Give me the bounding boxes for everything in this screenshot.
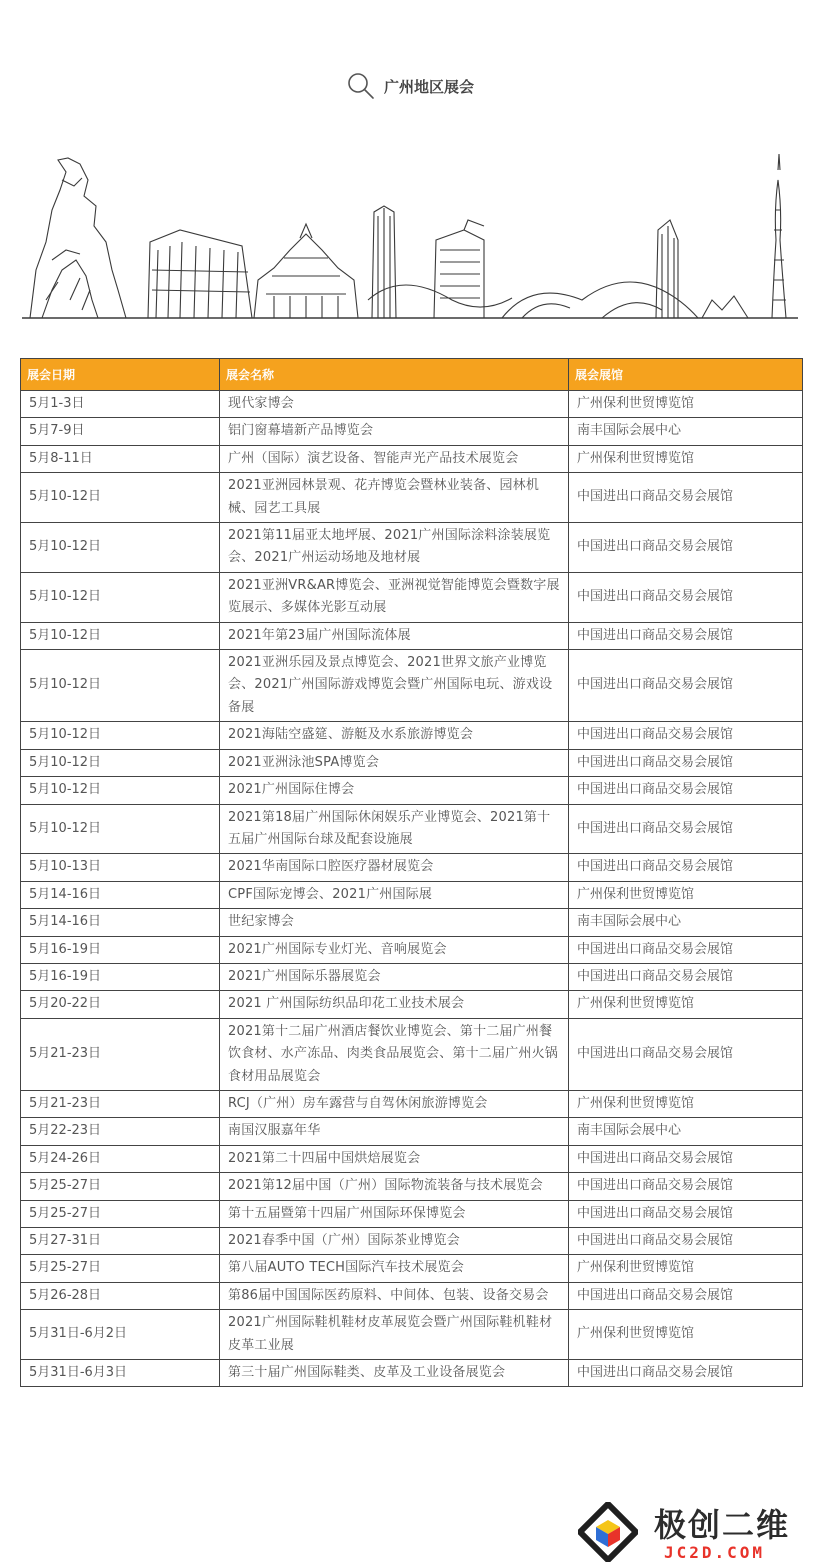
cell-name: 广州（国际）演艺设备、智能声光产品技术展览会 — [220, 445, 569, 472]
cell-name: 2021春季中国（广州）国际茶业博览会 — [220, 1228, 569, 1255]
table-row — [21, 1255, 803, 1282]
table-row — [21, 1282, 803, 1309]
cell-name: 2021第11届亚太地坪展、2021广州国际涂料涂装展览会、2021广州运动场地及地材展 — [220, 523, 569, 573]
cell-date: 5月22-23日 — [21, 1118, 220, 1145]
cell-name: 南国汉服嘉年华 — [220, 1118, 569, 1145]
cell-name: 2021广州国际鞋机鞋材皮革展览会暨广州国际鞋机鞋材皮革工业展 — [220, 1310, 569, 1360]
cell-name: 第三十届广州国际鞋类、皮革及工业设备展览会 — [220, 1360, 569, 1387]
cell-venue: 中国进出口商品交易会展馆 — [569, 1228, 803, 1255]
cell-date: 5月10-12日 — [21, 650, 220, 722]
table-row — [21, 1310, 803, 1360]
cell-date: 5月10-12日 — [21, 749, 220, 776]
cell-venue: 广州保利世贸博览馆 — [569, 1310, 803, 1360]
cell-venue: 广州保利世贸博览馆 — [569, 391, 803, 418]
table-row — [21, 391, 803, 418]
table-row — [21, 936, 803, 963]
page-title: 广州地区展会 — [383, 77, 474, 96]
cell-name: 2021亚洲园林景观、花卉博览会暨林业装备、园林机械、园艺工具展 — [220, 473, 569, 523]
cell-name: 2021 广州国际纺织品印花工业技术展会 — [220, 991, 569, 1018]
brand-watermark — [568, 1490, 820, 1567]
table-row — [21, 572, 803, 622]
cell-name: 第十五届暨第十四届广州国际环保博览会 — [220, 1200, 569, 1227]
table-row — [21, 473, 803, 523]
cell-name: 2021第18届广州国际休闲娱乐产业博览会、2021第十五届广州国际台球及配套设施展 — [220, 804, 569, 854]
table-row — [21, 1173, 803, 1200]
cell-name: 铝门窗幕墙新产品博览会 — [220, 418, 569, 445]
cell-date: 5月16-19日 — [21, 936, 220, 963]
cell-date: 5月27-31日 — [21, 1228, 220, 1255]
table-row — [21, 650, 803, 722]
cell-venue: 中国进出口商品交易会展馆 — [569, 572, 803, 622]
cell-venue: 广州保利世贸博览馆 — [569, 991, 803, 1018]
cell-venue: 中国进出口商品交易会展馆 — [569, 1145, 803, 1172]
table-row — [21, 1360, 803, 1387]
cell-venue: 中国进出口商品交易会展馆 — [569, 473, 803, 523]
exhibition-table-container — [20, 358, 802, 1387]
column-header-venue: 展会展馆 — [569, 359, 803, 391]
cell-date: 5月14-16日 — [21, 881, 220, 908]
table-row — [21, 445, 803, 472]
cell-date: 5月10-12日 — [21, 804, 220, 854]
cell-date: 5月1-3日 — [21, 391, 220, 418]
cell-name: 2021第二十四届中国烘焙展览会 — [220, 1145, 569, 1172]
cell-name: 2021海陆空盛筵、游艇及水系旅游博览会 — [220, 722, 569, 749]
table-row — [21, 804, 803, 854]
cell-name: 2021第12届中国（广州）国际物流装备与技术展览会 — [220, 1173, 569, 1200]
cell-date: 5月31日-6月2日 — [21, 1310, 220, 1360]
cell-venue: 中国进出口商品交易会展馆 — [569, 1282, 803, 1309]
cell-date: 5月31日-6月3日 — [21, 1360, 220, 1387]
table-body — [21, 391, 803, 1387]
table-row — [21, 963, 803, 990]
column-header-name: 展会名称 — [220, 359, 569, 391]
cell-date: 5月24-26日 — [21, 1145, 220, 1172]
cell-venue: 南丰国际会展中心 — [569, 909, 803, 936]
cell-name: CPF国际宠博会、2021广州国际展 — [220, 881, 569, 908]
cell-date: 5月21-23日 — [21, 1018, 220, 1090]
table-row — [21, 749, 803, 776]
table-row — [21, 1090, 803, 1117]
table-row — [21, 777, 803, 804]
cell-name: 2021年第23届广州国际流体展 — [220, 622, 569, 649]
table-row — [21, 1118, 803, 1145]
table-row — [21, 991, 803, 1018]
table-row — [21, 722, 803, 749]
cell-venue: 中国进出口商品交易会展馆 — [569, 622, 803, 649]
cell-venue: 中国进出口商品交易会展馆 — [569, 523, 803, 573]
cell-venue: 中国进出口商品交易会展馆 — [569, 722, 803, 749]
cell-date: 5月16-19日 — [21, 963, 220, 990]
table-row — [21, 418, 803, 445]
table-row — [21, 523, 803, 573]
table-row — [21, 622, 803, 649]
table-header-row — [21, 359, 803, 391]
cell-date: 5月7-9日 — [21, 418, 220, 445]
cell-venue: 中国进出口商品交易会展馆 — [569, 1200, 803, 1227]
cell-date: 5月10-12日 — [21, 777, 220, 804]
cell-venue: 中国进出口商品交易会展馆 — [569, 650, 803, 722]
cell-date: 5月21-23日 — [21, 1090, 220, 1117]
cell-name: 2021亚洲VR&AR博览会、亚洲视觉智能博览会暨数字展览展示、多媒体光影互动展 — [220, 572, 569, 622]
cell-date: 5月8-11日 — [21, 445, 220, 472]
cell-venue: 中国进出口商品交易会展馆 — [569, 1018, 803, 1090]
cell-date: 5月10-12日 — [21, 722, 220, 749]
cell-date: 5月14-16日 — [21, 909, 220, 936]
cell-date: 5月25-27日 — [21, 1200, 220, 1227]
table-row — [21, 1145, 803, 1172]
cell-name: 2021亚洲乐园及景点博览会、2021世界文旅产业博览会、2021广州国际游戏博览会暨广州国际电玩、游戏设备展 — [220, 650, 569, 722]
brand-name: 极创二维 — [654, 1506, 791, 1544]
table-row — [21, 909, 803, 936]
cell-venue: 南丰国际会展中心 — [569, 418, 803, 445]
cell-name: 第八届AUTO TECH国际汽车技术展览会 — [220, 1255, 569, 1282]
cell-name: 2021亚洲泳池SPA博览会 — [220, 749, 569, 776]
column-header-date: 展会日期 — [21, 359, 220, 391]
exhibition-table — [20, 358, 803, 1387]
cell-venue: 广州保利世贸博览馆 — [569, 1090, 803, 1117]
cell-name: RCJ（广州）房车露营与自驾休闲旅游博览会 — [220, 1090, 569, 1117]
cell-name: 现代家博会 — [220, 391, 569, 418]
cell-venue: 广州保利世贸博览馆 — [569, 881, 803, 908]
cell-venue: 中国进出口商品交易会展馆 — [569, 936, 803, 963]
table-row — [21, 1228, 803, 1255]
cell-name: 2021第十二届广州酒店餐饮业博览会、第十二届广州餐饮食材、水产冻品、肉类食品展览会、第十二届广州火锅食材用品展览会 — [220, 1018, 569, 1090]
cell-date: 5月10-12日 — [21, 572, 220, 622]
cell-date: 5月20-22日 — [21, 991, 220, 1018]
cell-venue: 中国进出口商品交易会展馆 — [569, 1360, 803, 1387]
cell-date: 5月10-13日 — [21, 854, 220, 881]
cell-date: 5月10-12日 — [21, 523, 220, 573]
search-icon — [346, 71, 376, 101]
cell-venue: 中国进出口商品交易会展馆 — [569, 854, 803, 881]
table-row — [21, 881, 803, 908]
cell-name: 第86届中国国际医药原料、中间体、包装、设备交易会 — [220, 1282, 569, 1309]
cell-date: 5月25-27日 — [21, 1173, 220, 1200]
guangzhou-skyline-illustration — [22, 150, 798, 325]
cell-name: 2021广州国际专业灯光、音响展览会 — [220, 936, 569, 963]
cube-logo-icon — [578, 1502, 638, 1562]
cell-venue: 中国进出口商品交易会展馆 — [569, 1173, 803, 1200]
cell-date: 5月26-28日 — [21, 1282, 220, 1309]
cell-name: 2021广州国际住博会 — [220, 777, 569, 804]
cell-venue: 中国进出口商品交易会展馆 — [569, 777, 803, 804]
cell-venue: 广州保利世贸博览馆 — [569, 1255, 803, 1282]
cell-name: 2021华南国际口腔医疗器材展览会 — [220, 854, 569, 881]
table-row — [21, 854, 803, 881]
cell-venue: 中国进出口商品交易会展馆 — [569, 804, 803, 854]
brand-url: JC2D.COM — [664, 1543, 766, 1562]
cell-date: 5月10-12日 — [21, 622, 220, 649]
page-header — [0, 70, 820, 102]
cell-venue: 广州保利世贸博览馆 — [569, 445, 803, 472]
table-row — [21, 1018, 803, 1090]
cell-venue: 中国进出口商品交易会展馆 — [569, 749, 803, 776]
cell-date: 5月10-12日 — [21, 473, 220, 523]
cell-venue: 南丰国际会展中心 — [569, 1118, 803, 1145]
table-row — [21, 1200, 803, 1227]
cell-date: 5月25-27日 — [21, 1255, 220, 1282]
cell-name: 2021广州国际乐器展览会 — [220, 963, 569, 990]
cell-venue: 中国进出口商品交易会展馆 — [569, 963, 803, 990]
cell-name: 世纪家博会 — [220, 909, 569, 936]
